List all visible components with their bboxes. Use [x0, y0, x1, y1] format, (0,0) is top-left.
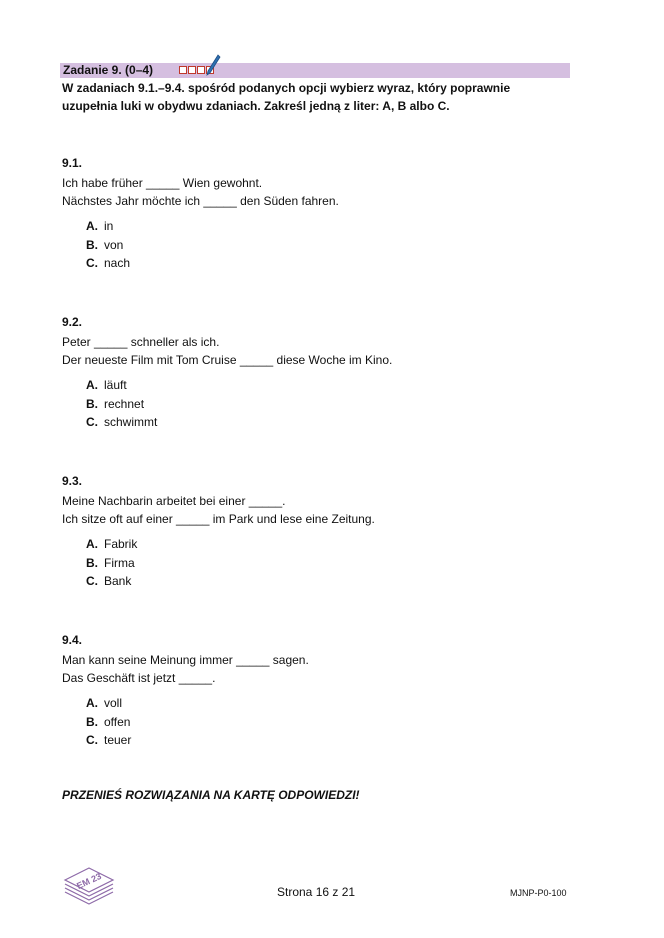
question-sentence: Man kann seine Meinung immer _____ sagen.	[62, 653, 309, 667]
option-b[interactable]	[86, 554, 582, 573]
option-letter[interactable]: B.	[86, 396, 98, 411]
option-b[interactable]	[86, 236, 582, 255]
option-letter[interactable]: A.	[86, 378, 98, 392]
option-c[interactable]	[86, 254, 582, 273]
question-9-4	[62, 631, 582, 750]
question-sentence: Ich habe früher _____ Wien gewohnt.	[62, 176, 263, 190]
task-title: Zadanie 9. (0–4)	[63, 63, 154, 77]
option-list	[86, 376, 582, 432]
option-list	[86, 535, 582, 591]
score-box	[188, 66, 196, 74]
document-code: MJNP-P0-100	[510, 888, 567, 898]
option-letter[interactable]: C.	[86, 733, 98, 747]
option-text: Firma	[104, 555, 135, 570]
question-number: 9.2.	[62, 315, 83, 329]
option-a[interactable]	[86, 376, 582, 395]
question-number: 9.3.	[62, 474, 83, 488]
option-text: offen	[104, 714, 131, 729]
question-sentence: Nächstes Jahr möchte ich _____ den Süden fahren.	[62, 194, 339, 208]
option-b[interactable]	[86, 713, 582, 732]
pen-icon	[205, 54, 221, 76]
question-sentence: Meine Nachbarin arbeitet bei einer _____.	[62, 494, 286, 508]
transfer-answers-note: PRZENIEŚ ROZWIĄZANIA NA KARTĘ ODPOWIEDZI!	[62, 788, 360, 802]
option-c[interactable]	[86, 731, 582, 750]
option-c[interactable]	[86, 572, 582, 591]
option-letter[interactable]: B.	[86, 555, 98, 570]
page-number: Strona 16 z 21	[277, 885, 356, 899]
question-sentence: Der neueste Film mit Tom Cruise _____ diese Woche im Kino.	[62, 353, 393, 367]
option-letter[interactable]: A.	[86, 219, 98, 233]
option-a[interactable]	[86, 535, 582, 554]
option-letter[interactable]: C.	[86, 574, 98, 588]
option-text: Bank	[104, 574, 132, 588]
question-9-1	[62, 154, 582, 273]
option-c[interactable]	[86, 413, 582, 432]
option-a[interactable]	[86, 694, 582, 713]
question-sentence: Ich sitze oft auf einer _____ im Park und lese eine Zeitung.	[62, 512, 375, 526]
option-text: schwimmt	[104, 415, 158, 429]
option-text: teuer	[104, 733, 132, 747]
question-sentence: Das Geschäft ist jetzt _____.	[62, 671, 216, 685]
question-9-3	[62, 472, 582, 591]
option-letter[interactable]: B.	[86, 714, 98, 729]
option-text: in	[104, 219, 114, 233]
question-number: 9.1.	[62, 156, 83, 170]
logo-text: EM 23	[75, 870, 103, 892]
task-instruction: W zadaniach 9.1.–9.4. spośród podanych opcji wybierz wyraz, który poprawnie uzupełnia luki w obydwu zdaniach. Zakreśl jedną z liter: A, B albo C.	[62, 81, 511, 113]
option-text: von	[104, 237, 124, 252]
option-letter[interactable]: A.	[86, 696, 98, 710]
option-text: läuft	[104, 378, 127, 392]
option-text: nach	[104, 256, 131, 270]
option-list	[86, 217, 582, 273]
score-box	[197, 66, 205, 74]
question-number: 9.4.	[62, 633, 83, 647]
option-text: voll	[104, 696, 123, 710]
option-letter[interactable]: C.	[86, 256, 98, 270]
option-a[interactable]	[86, 217, 582, 236]
option-text: Fabrik	[104, 537, 138, 551]
question-sentence: Peter _____ schneller als ich.	[62, 335, 220, 349]
option-letter[interactable]: A.	[86, 537, 98, 551]
option-text: rechnet	[104, 396, 145, 411]
score-box	[179, 66, 187, 74]
option-list	[86, 694, 582, 750]
option-letter[interactable]: B.	[86, 237, 98, 252]
question-9-2	[62, 313, 582, 432]
option-b[interactable]	[86, 395, 582, 414]
option-letter[interactable]: C.	[86, 415, 98, 429]
cke-logo-icon	[61, 866, 117, 908]
